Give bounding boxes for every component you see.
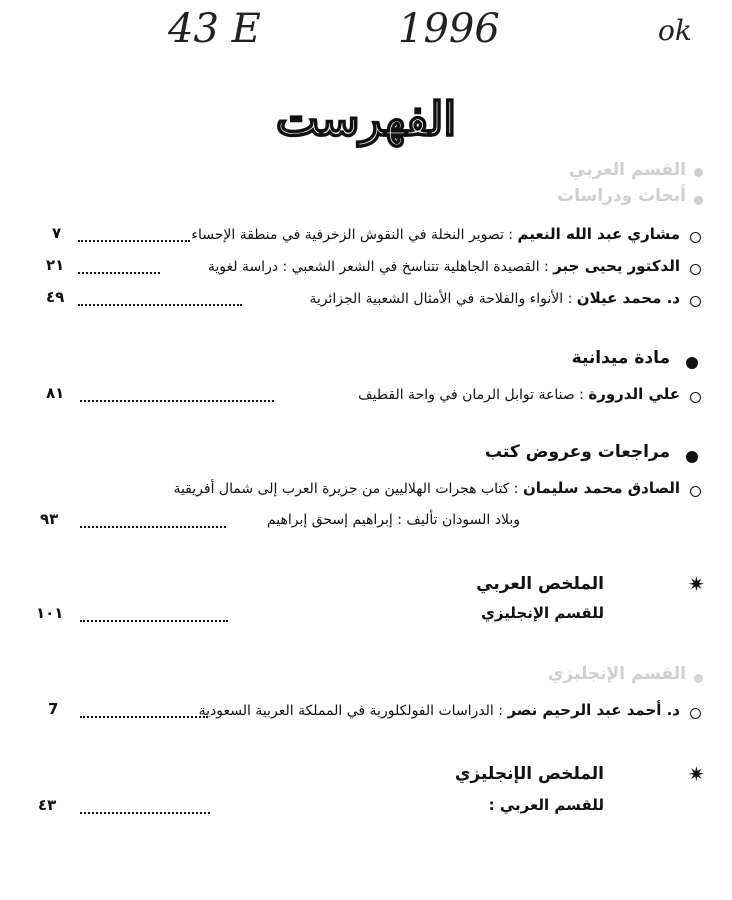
entry-title: القصيدة الجاهلية تتناسخ في الشعر الشعبي : دراسة لغوية [207,259,540,275]
entry-title: الدراسات الفولكلورية في المملكة العربية السعودية [198,703,494,719]
star-bullet: ✷ [688,572,705,596]
entry-bullet [690,392,701,403]
section-bullet [694,674,703,683]
handwritten-year: 1996 [398,6,500,52]
page-number: ٧ [52,224,62,242]
page-number: 7 [48,700,59,718]
dot-leader [78,264,160,274]
english-section-label: القسم الإنجليزي [547,664,686,684]
toc-entry: الدكتور يحيى جبر : القصيدة الجاهلية تتناسخ في الشعر الشعبي : دراسة لغوية [207,257,680,275]
page-number: ١٠١ [36,604,64,622]
toc-entry: علي الدرورة : صناعة توابل الرمان في واحة القطيف [358,385,680,403]
entry-title: صناعة توابل الرمان في واحة القطيف [358,387,575,403]
subsection-bullet [694,196,703,205]
english-summary-heading: الملخص الإنجليزي [454,764,604,784]
entry-author: الصادق محمد سليمان [522,479,680,497]
dot-leader [80,708,208,718]
entry-title: الأنواء والفلاحة في الأمثال الشعبية الجزائرية [309,291,564,307]
dot-leader [78,296,242,306]
entry-author: علي الدرورة [588,385,680,403]
dot-leader [80,804,210,814]
arabic-summary-sub: للقسم الإنجليزي [481,604,604,622]
reviews-heading: مراجعات وعروض كتب [484,442,670,462]
arabic-section-label: القسم العربي [569,160,686,180]
entry-bullet [690,232,701,243]
entry-author: د. أحمد عبد الرحيم نصر [507,701,680,719]
subsection-label: أبحاث ودراسات [557,186,686,206]
entry-bullet [690,264,701,275]
page-number: ٢١ [46,256,65,274]
star-bullet: ✷ [688,762,705,786]
dot-leader [80,612,228,622]
section-bullet [694,168,703,177]
field-material-heading: مادة ميدانية [571,348,670,368]
english-summary-sub: للقسم العربي : [488,796,604,814]
handwritten-note-left: 43 E [168,6,261,52]
section-bullet [686,357,698,369]
entry-title: تصوير النخلة في النقوش الزخرفية في منطقة الإحساء [191,227,504,243]
dot-leader [78,232,190,242]
entry-title: كتاب هجرات الهلاليين من جزيرة العرب إلى شمال أفريقية [173,481,510,497]
toc-entry: مشاري عبد الله النعيم : تصوير النخلة في النقوش الزخرفية في منطقة الإحساء [191,225,680,243]
entry-bullet [690,486,701,497]
page-number: ٤٣ [38,796,57,814]
toc-entry: الصادق محمد سليمان : كتاب هجرات الهلاليين من جزيرة العرب إلى شمال أفريقية [173,479,680,497]
toc-entry: د. محمد عيلان : الأنواء والفلاحة في الأمثال الشعبية الجزائرية [309,289,680,307]
arabic-summary-heading: الملخص العربي [476,574,604,594]
page-number: ٨١ [46,384,65,402]
dot-leader [80,392,274,402]
handwritten-ok: ok [658,14,692,47]
entry-bullet [690,708,701,719]
toc-entry: د. أحمد عبد الرحيم نصر : الدراسات الفولكلورية في المملكة العربية السعودية [198,701,680,719]
page-title: الفهرست [275,92,457,146]
page-number: ٤٩ [46,288,65,306]
dot-leader [80,518,226,528]
section-bullet [686,451,698,463]
entry-title-continued: وبلاد السودان تأليف : إبراهيم إسحق إبراهيم [266,512,520,528]
entry-bullet [690,296,701,307]
page-number: ٩٣ [40,510,59,528]
entry-author: الدكتور يحيى جبر [553,257,680,275]
entry-author: مشاري عبد الله النعيم [517,225,680,243]
entry-author: د. محمد عيلان [576,289,680,307]
